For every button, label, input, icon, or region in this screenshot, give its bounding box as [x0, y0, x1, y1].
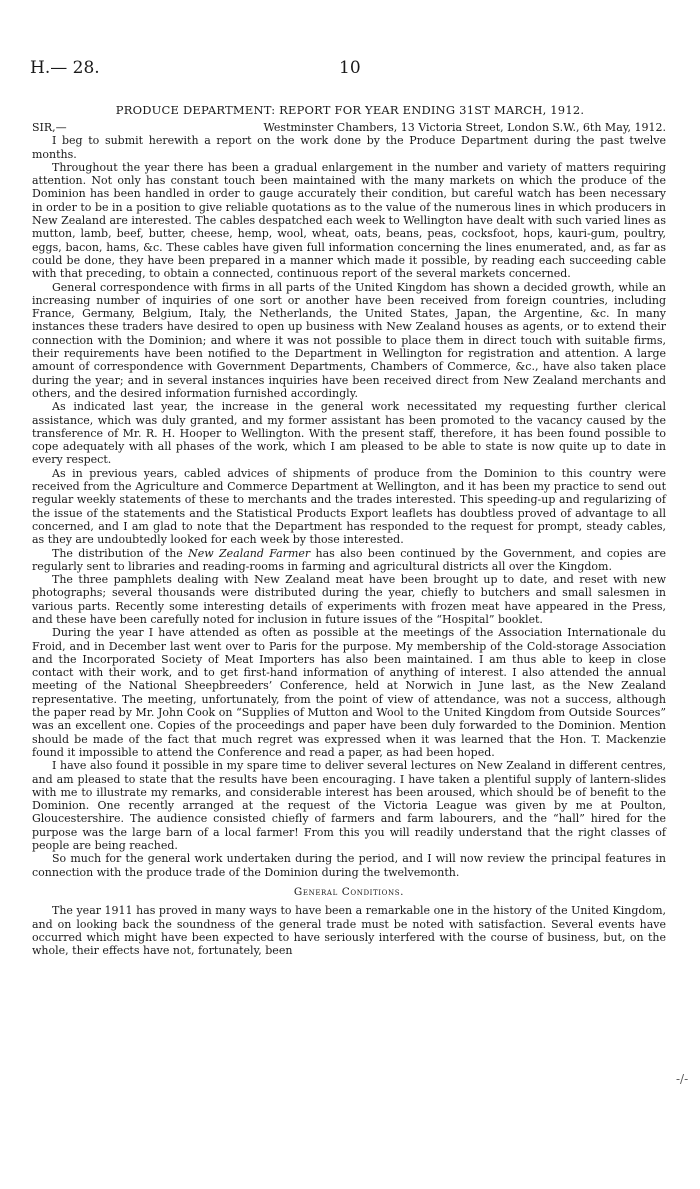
- paragraph: The distribution of the New Zealand Farmer has also been continued by the Government, and copies are regularly sent to libraries and reading-rooms in farming and agricultural districts all over the Kingdom.: [32, 546, 666, 573]
- paragraph: I beg to submit herewith a report on the work done by the Produce Department during the past twelve months.: [32, 134, 666, 161]
- sender-address: Westminster Chambers, 13 Victoria Street, London S.W., 6th May, 1912.: [263, 121, 666, 134]
- document-reference: H.— 28.: [30, 58, 100, 78]
- report-title: PRODUCE DEPARTMENT: REPORT FOR YEAR ENDING 31ST MARCH, 1912.: [115, 103, 585, 117]
- paragraph: The year 1911 has proved in many ways to have been a remarkable one in the history of the United Kingdom, and on looking back the soundness of the general trade must be noted with satisfaction. Several events have occurred which might have been expected to have seriously interfered with the course of business, but, on the whole, their effects have not, fortunately, been: [32, 904, 666, 958]
- margin-mark: -/-: [676, 1072, 689, 1086]
- salutation-line: [32, 121, 666, 134]
- salutation: SIR,—: [32, 121, 67, 134]
- section-heading: General Conditions.: [293, 885, 405, 898]
- paragraph: As in previous years, cabled advices of shipments of produce from the Dominion to this country were received from the Agriculture and Commerce Department at Wellington, and it has been my practice to send out regular weekly statements of these to merchants and the trades interested. This speeding-up and regularizing of the issue of the statements and the Statistical Products Export leaflets has doubtless proved of advantage to all concerned, and I am glad to note that the Department has responded to the request for prompt, steady cables, as they are undoubtedly looked for each week by those interested.: [32, 466, 666, 547]
- paragraph: The three pamphlets dealing with New Zealand meat have been brought up to date, and reset with new photographs; several thousands were distributed during the year, chiefly to butchers and small salesmen in various parts. Recently some interesting details of experiments with frozen meat have appeared in the Press, and these have been carefully noted for inclusion in future issues of the “Hospital” booklet.: [32, 573, 666, 626]
- paragraph: So much for the general work undertaken during the period, and I will now review the principal features in connection with the produce trade of the Dominion during the twelvemonth.: [32, 852, 666, 879]
- paragraph: General correspondence with firms in all parts of the United Kingdom has shown a decided growth, while an increasing number of inquiries of one sort or another have been received from foreign countries, including France, Germany, Belgium, Italy, the Netherlands, the United States, Japan, the Argentine, &c. In many instances these traders have desired to open up business with New Zealand houses as agents, or to extend their connection with the Dominion; and where it was not possible to place them in direct touch with suitable firms, their requirements have been notified to the Department in Wellington for registration and attention. A large amount of correspondence with Government Departments, Chambers of Commerce, &c., have also taken place during the year; and in several instances inquiries have been received direct from New Zealand merchants and others, and the desired information furnished accordingly.: [32, 280, 666, 400]
- paragraph: Throughout the year there has been a gradual enlargement in the number and variety of matters requiring attention. Not only has constant touch been maintained with the many markets on which the produce of the Dominion has been handled in order to gauge accurately their condition, but careful watch has been necessary in order to be in a position to give reliable quotations as to the value of the numerous lines in which producers in New Zealand are interested. The cables despatched each week to Wellington have dealt with such varied lines as mutton, lamb, beef, butter, cheese, hemp, wool, wheat, oats, beans, peas, cocksfoot, hops, kauri-gum, poultry, eggs, bacon, hams, &c. These cables have given full information concerning the lines enumerated, and, as far as could be done, they have been prepared in a manner which made it possible, by reading each succeeding cable with that preceding, to obtain a connected, continuous report of the several markets concerned.: [32, 160, 666, 281]
- paragraph: I have also found it possible in my spare time to deliver several lectures on New Zealand in different centres, and am pleased to state that the results have been encouraging. I have taken a plentiful supply of lantern-slides with me to illustrate my remarks, and considerable interest has been aroused, which should be of benefit to the Dominion. One recently arranged at the request of the Victoria League was given by me at Poulton, Gloucestershire. The audience consisted chiefly of farmers and farm labourers, and the “hall” hired for the purpose was the large barn of a local farmer! From this you will readily understand that the right classes of people are being reached.: [32, 759, 666, 853]
- paragraph: During the year I have attended as often as possible at the meetings of the Association Internationale du Froid, and in December last went over to Paris for the purpose. My membership of the Cold-storage Association and the Incorporated Society of Meat Importers has also been maintained. I am thus able to keep in close contact with their work, and to get first-hand information of anything of interest. I also attended the annual meeting of the National Sheepbreeders’ Conference, held at Norwich in June last, as the New Zealand representative. The meeting, unfortunately, from the point of view of attendance, was not a success, although the paper read by Mr. John Cook on “Supplies of Mutton and Wool to the United Kingdom from Outside Sources” was an excellent one. Copies of the proceedings and paper have been duly forwarded to the Dominion. Mention should be made of the fact that much regret was expressed when it was learned that the Hon. T. Mackenzie found it impossible to attend the Conference and read a paper, as had been hoped.: [32, 626, 666, 759]
- report-body: [32, 121, 666, 957]
- paragraph: As indicated last year, the increase in the general work necessitated my requesting further clerical assistance, which was duly granted, and my former assistant has been promoted to the vacancy caused by the transference of Mr. R. H. Hooper to Wellington. With the present staff, therefore, it has been found possible to cope adequately with all phases of the work, which I am pleased to be able to state is now quite up to date in every respect.: [32, 400, 666, 467]
- page-number: 10: [339, 58, 361, 78]
